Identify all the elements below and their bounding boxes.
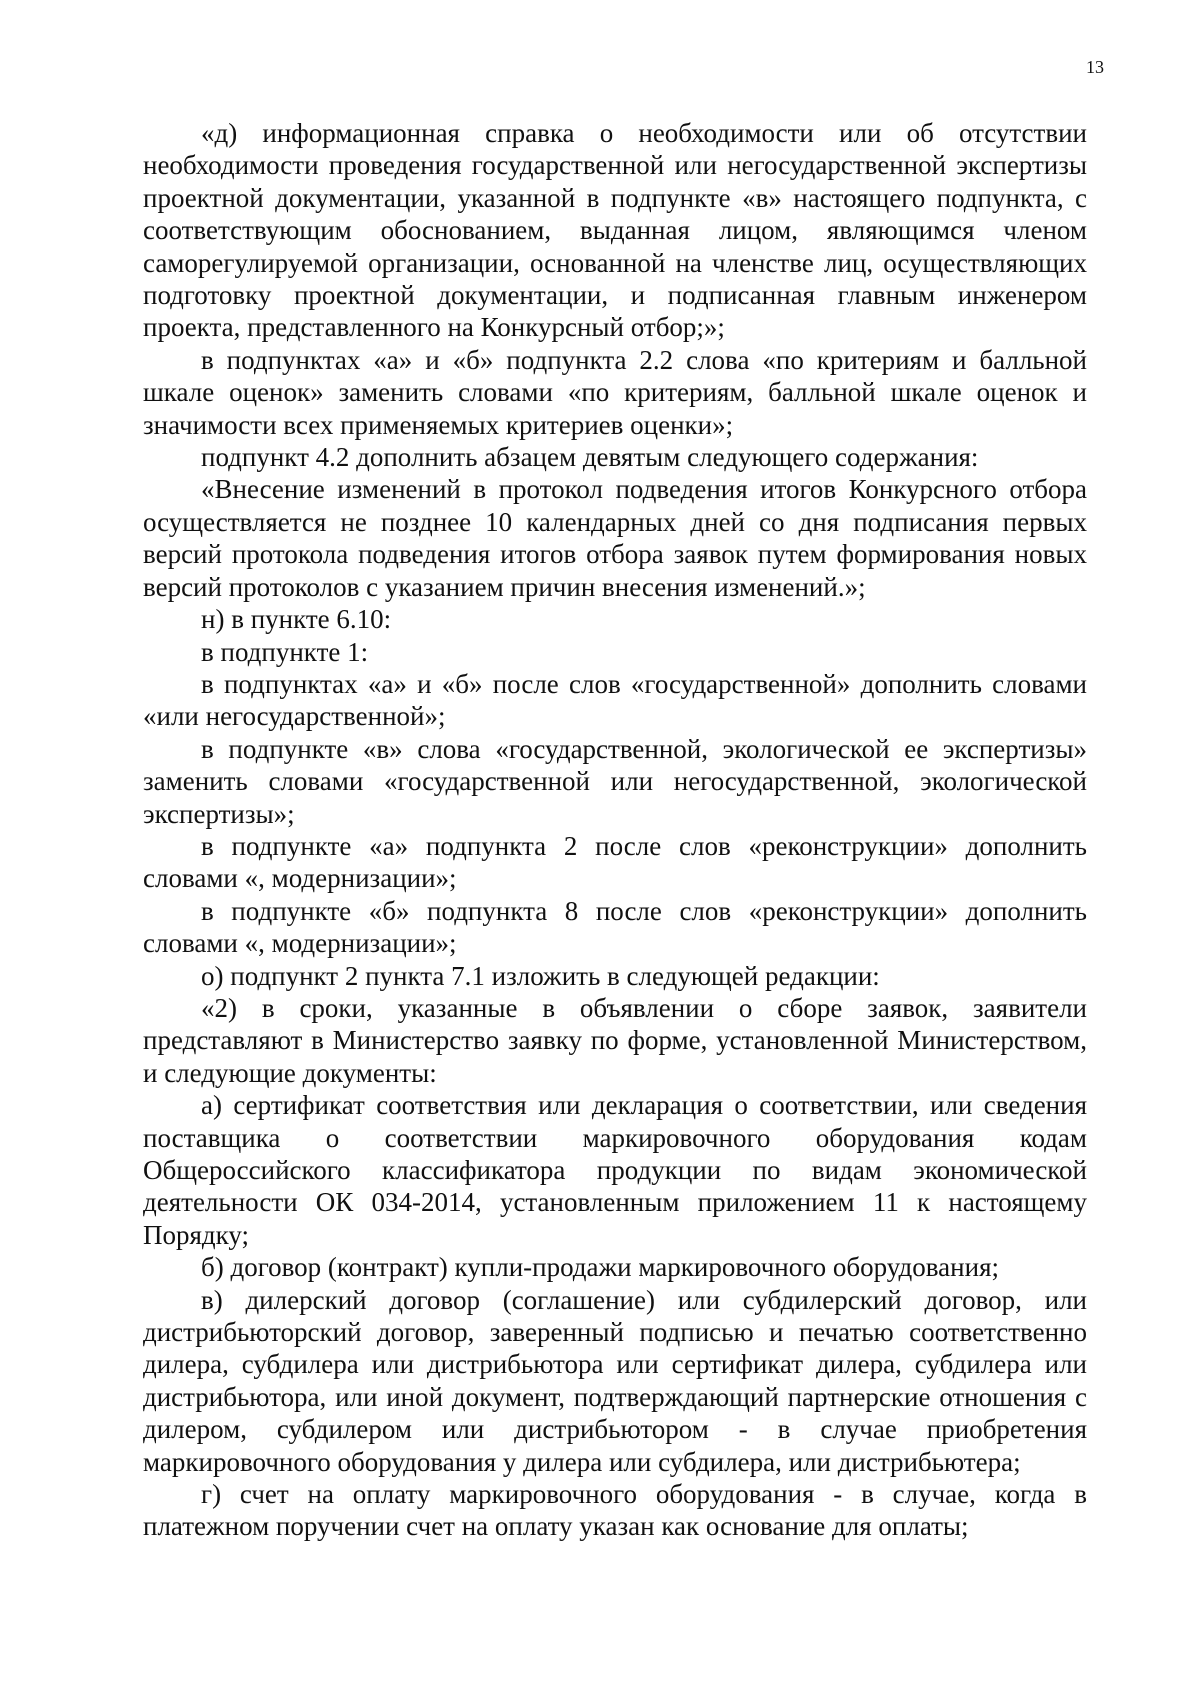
paragraph-amend-4-2: подпункт 4.2 дополнить абзацем девятым следующего содержания: bbox=[201, 442, 979, 473]
paragraph-subpoint-8-b: в подпункте «б» подпункта 8 после слов «реконструкции» дополнить словами «, модернизации»; bbox=[143, 895, 1087, 959]
paragraph-v-dealer: в) дилерский договор (соглашение) или субдилерский договор, или дистрибьюторский договор, заверенный подписью и печатью соответственно дилера, субдилера или дистрибьютора или сертификат дилера, субдилера или дистрибьютора, или иной документ, подтверждающий партнерские отношения с дилером, субдилером или дистрибьютором - в случае приобретения маркировочного оборудования у дилера или субдилера, или дистрибьютера; bbox=[143, 1284, 1087, 1477]
paragraph-b-contract: б) договор (контракт) купли-продажи маркировочного оборудования; bbox=[201, 1252, 999, 1283]
paragraph-o-7-1: о) подпункт 2 пункта 7.1 изложить в следующей редакции: bbox=[201, 960, 880, 991]
paragraph-subpoints-a-b: в подпунктах «а» и «б» после слов «государственной» дополнить словами «или негосударственной»; bbox=[143, 668, 1087, 732]
paragraph-amend-2-2: в подпунктах «а» и «б» подпункта 2.2 слова «по критериям и балльной шкале оценок» заменить словами «по критериям, балльной шкале оценок и значимости всех применяемых критериев оценки»; bbox=[143, 344, 1087, 440]
paragraph-subpoint-1: в подпункте 1: bbox=[201, 636, 369, 667]
paragraph-subpoint-2-a: в подпункте «а» подпункта 2 после слов «реконструкции» дополнить словами «, модернизации»; bbox=[143, 830, 1087, 894]
page-number: 13 bbox=[1086, 57, 1104, 77]
paragraph-a-certificate: а) сертификат соответствия или декларация о соответствии, или сведения поставщика о соответствии маркировочного оборудования кодам Общероссийского классификатора продукции по видам экономической деятельности ОК 034-2014, установленным приложением 11 к настоящему Порядку; bbox=[143, 1090, 1087, 1250]
paragraph-2-deadlines: «2) в сроки, указанные в объявлении о сборе заявок, заявители представляют в Министерство заявку по форме, установленной Министерством, и следующие документы: bbox=[143, 992, 1087, 1088]
paragraph-d-reference: «д) информационная справка о необходимости или об отсутствии необходимости проведения государственной или негосударственной экспертизы проектной документации, указанной в подпункте «в» настоящего подпункта, с соответствующим обоснованием, выданная лицом, являющимся членом саморегулируемой организации, основанной на членстве лиц, осуществляющих подготовку проектной документации, и подписанная главным инженером проекта, представленного на Конкурсный отбор;»; bbox=[143, 118, 1087, 343]
document-body bbox=[143, 117, 1087, 1543]
paragraph-subpoint-v: в подпункте «в» слова «государственной, экологической ее экспертизы» заменить словами «государственной или негосударственной, экологической экспертизы»; bbox=[143, 733, 1087, 829]
paragraph-g-invoice: г) счет на оплату маркировочного оборудования - в случае, когда в платежном поручении счет на оплату указан как основание для оплаты; bbox=[143, 1479, 1087, 1542]
paragraph-protocol-changes: «Внесение изменений в протокол подведения итогов Конкурсного отбора осуществляется не позднее 10 календарных дней со дня подписания первых версий протокола подведения итогов отбора заявок путем формирования новых версий протоколов с указанием причин внесения изменений.»; bbox=[143, 474, 1087, 602]
paragraph-n-6-10: н) в пункте 6.10: bbox=[201, 604, 392, 635]
